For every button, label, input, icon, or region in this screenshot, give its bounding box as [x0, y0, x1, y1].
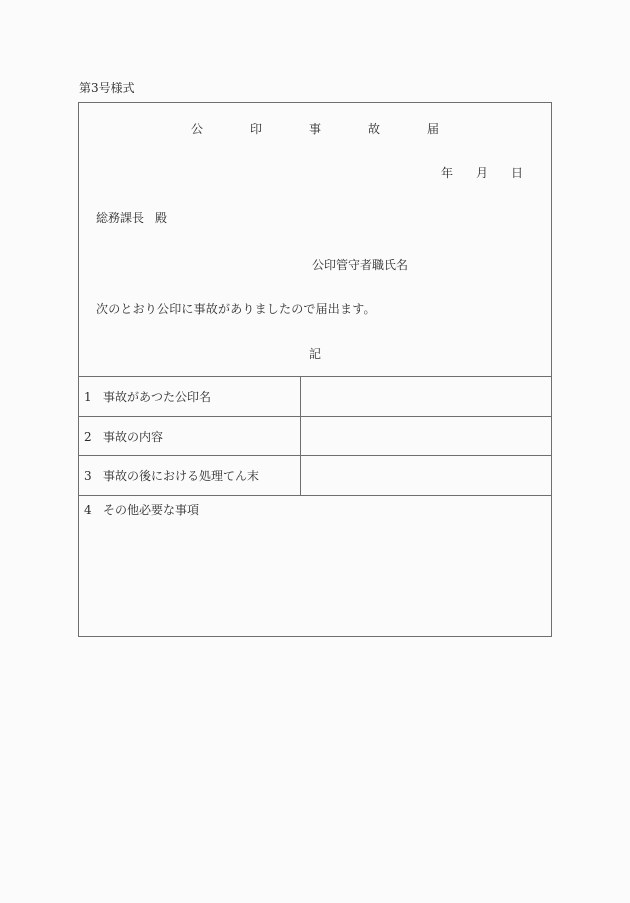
- date-line: [441, 165, 523, 181]
- item-text: 事故があつた公印名: [103, 390, 212, 404]
- title-char: 事: [308, 122, 321, 136]
- title-char: 公: [190, 122, 203, 136]
- submitter-label: 公印管守者職氏名: [312, 258, 409, 272]
- date-month-label: 月: [475, 166, 488, 180]
- item-label: [84, 468, 259, 484]
- item-number: 2: [84, 430, 92, 444]
- item-text: その他必要な事項: [103, 503, 200, 517]
- statement-text: 次のとおり公印に事故がありましたので届出ます。: [96, 302, 376, 316]
- item-value-field[interactable]: [300, 377, 551, 416]
- item-number: 4: [84, 503, 92, 517]
- item-number: 1: [84, 390, 92, 404]
- item-label: [84, 389, 211, 405]
- item-label: [84, 502, 199, 518]
- date-day-label: 日: [510, 166, 523, 180]
- item-text: 事故の内容: [103, 430, 164, 444]
- ki-heading: 記: [308, 347, 321, 361]
- addressee-name: 総務課長: [96, 211, 145, 225]
- item-row: [79, 376, 551, 416]
- date-year-label: 年: [440, 166, 453, 180]
- item-text: 事故の後における処理てん末: [103, 469, 260, 483]
- title-char: 故: [367, 122, 380, 136]
- title-char: 印: [249, 122, 262, 136]
- accident-report-form: [78, 102, 552, 637]
- title-char: 届: [426, 122, 439, 136]
- form-number: 第3号様式: [79, 81, 135, 95]
- item-value-field[interactable]: [300, 417, 551, 455]
- form-title: [79, 121, 551, 137]
- item-row: [79, 455, 551, 495]
- addressee-honorific: 殿: [155, 211, 168, 225]
- item-label: [84, 429, 163, 445]
- addressee: [96, 210, 167, 226]
- item-number: 3: [84, 469, 92, 483]
- item-value-field[interactable]: [300, 456, 551, 495]
- item-row: [79, 416, 551, 455]
- item-row-other[interactable]: [79, 495, 551, 636]
